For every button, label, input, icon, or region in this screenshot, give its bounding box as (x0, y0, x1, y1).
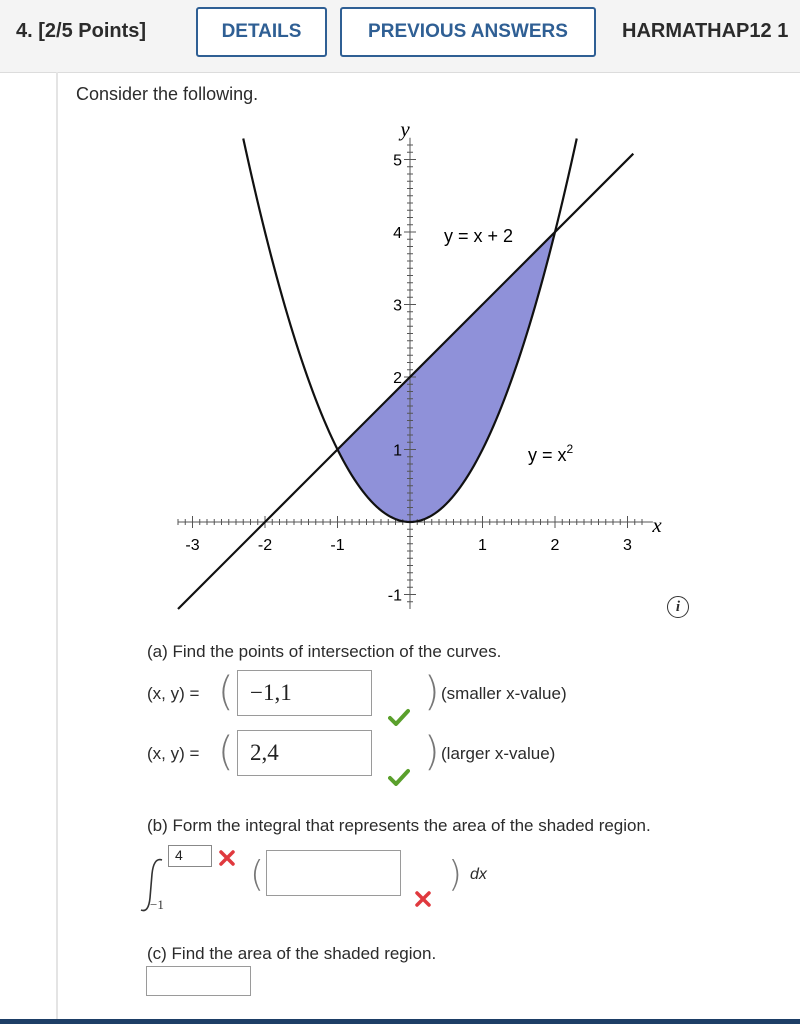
part-a-row2-note: (larger x-value) (441, 744, 556, 763)
right-paren: ) (424, 729, 440, 775)
integrand-input[interactable] (266, 850, 401, 896)
part-c-question: (c) Find the area of the shaded region. (147, 944, 437, 963)
info-icon[interactable]: i (667, 596, 689, 618)
correct-check-icon (388, 768, 410, 786)
footer-bar (0, 1019, 800, 1024)
y-tick-label: -1 (387, 587, 402, 605)
intersection-smaller-input[interactable]: −1,1 (237, 670, 372, 716)
y-tick-labels (388, 153, 402, 605)
y-tick-label: 2 (393, 370, 402, 387)
dx-label: dx (470, 866, 487, 883)
y-tick-label: 1 (393, 442, 402, 460)
question-header (0, 0, 800, 73)
parabola-equation-label: $y = x^2$ (528, 442, 574, 465)
x-tick-label: 3 (623, 537, 632, 554)
x-tick-label: 1 (478, 537, 487, 554)
left-paren: ( (218, 669, 234, 715)
y-tick-label: 3 (393, 297, 402, 315)
part-a-row1-lhs: (x, y) = (147, 684, 200, 703)
textbook-source: HARMATHAP12 1 (622, 20, 789, 42)
x-tick-label: 2 (550, 537, 560, 554)
x-tick-label: -2 (257, 537, 273, 554)
part-a-row1-note: (smaller x-value) (441, 684, 567, 703)
y-tick-label: 4 (393, 225, 402, 242)
x-axis-label: x (652, 513, 662, 537)
incorrect-x-icon (218, 849, 236, 867)
lower-limit: −1 (150, 897, 164, 912)
incorrect-x-icon (414, 890, 432, 908)
graph-figure (170, 116, 670, 616)
right-paren: ) (448, 854, 463, 895)
part-b-question: (b) Form the integral that represents the area of the shaded region. (147, 816, 651, 835)
part-a-question: (a) Find the points of intersection of the curves. (147, 642, 502, 661)
right-paren: ) (424, 669, 440, 715)
x-tick-label: -1 (330, 537, 345, 554)
details-button[interactable]: DETAILS (196, 7, 327, 57)
x-tick-label: -3 (185, 537, 200, 554)
area-answer-input[interactable] (146, 966, 251, 996)
question-prompt: Consider the following. (76, 84, 259, 104)
question-number: 4. [2/5 Points] (16, 20, 147, 42)
previous-answers-button[interactable]: PREVIOUS ANSWERS (340, 7, 596, 57)
left-divider (56, 72, 58, 1020)
line-equation-label: y = x + 2 (444, 226, 514, 246)
shaded-region (338, 232, 556, 522)
left-paren: ( (218, 729, 234, 775)
part-a-row2-lhs: (x, y) = (147, 744, 200, 763)
intersection-larger-input[interactable]: 2,4 (237, 730, 372, 776)
left-paren: ( (250, 854, 265, 895)
upper-limit-input[interactable]: 4 (168, 845, 212, 867)
y-axis-label: y (400, 117, 410, 141)
line-curve (178, 154, 633, 609)
y-tick-label: 5 (393, 152, 402, 170)
correct-check-icon (388, 708, 410, 726)
